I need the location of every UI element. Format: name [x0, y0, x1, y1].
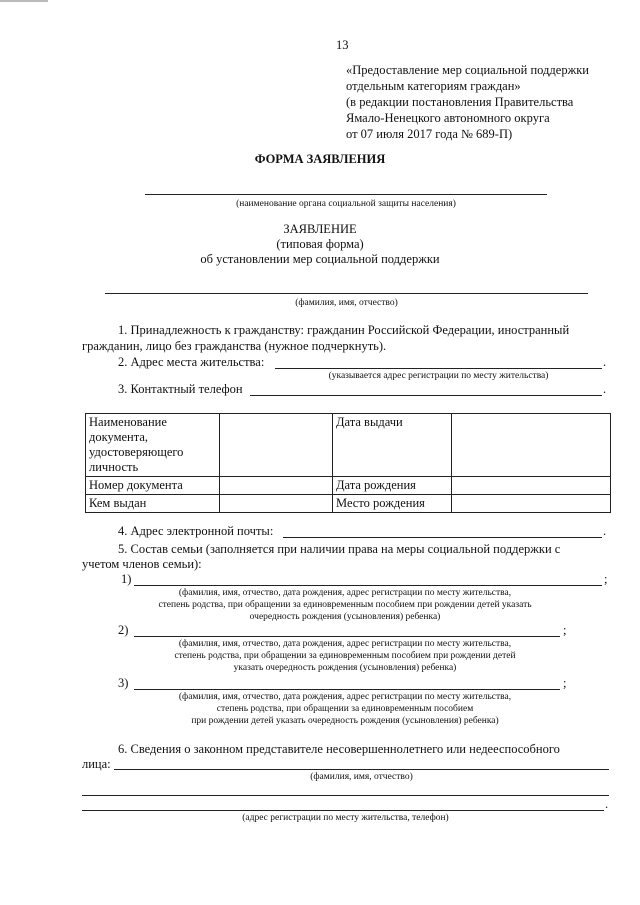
issue-date-value[interactable] [452, 414, 611, 477]
doc-name-label [86, 414, 220, 477]
member-end: ; [563, 623, 567, 637]
header-line: от 07 июля 2017 года № 689-П) [346, 127, 513, 141]
item5-line: 5. Состав семьи (заполняется при наличии права на меры социальной поддержки с [118, 542, 561, 556]
item6-end: . [605, 797, 609, 811]
doc-number-value[interactable] [220, 477, 333, 495]
birth-date-value[interactable] [452, 477, 611, 495]
item1-line: гражданин, лицо без гражданства (нужное подчеркнуть). [82, 339, 387, 353]
identity-document-table [85, 413, 611, 513]
family-member-field[interactable] [134, 585, 602, 586]
item4-label: 4. Адрес электронной почты: [118, 524, 274, 538]
birth-place-value[interactable] [452, 495, 611, 513]
item1-line: 1. Принадлежность к гражданству: гражданин Российской Федерации, иностранный [118, 323, 570, 337]
member-caption: (фамилия, имя, отчество, дата рождения, адрес регистрации по месту жительства, [178, 588, 512, 598]
organ-name-field[interactable] [145, 194, 547, 195]
residence-address-caption: (указывается адрес регистрации по месту жительства) [328, 371, 549, 381]
item6-line: лица: [82, 757, 111, 771]
applicant-fio-caption: (фамилия, имя, отчество) [295, 298, 398, 308]
member-end: ; [604, 572, 608, 586]
residence-address-field[interactable] [275, 368, 602, 369]
contact-phone-field[interactable] [250, 395, 602, 396]
item3-label: 3. Контактный телефон [118, 382, 243, 396]
member-caption: (фамилия, имя, отчество, дата рождения, адрес регистрации по месту жительства, [178, 692, 512, 702]
statement-subject: об установлении мер социальной поддержки [200, 252, 440, 266]
member-caption: (фамилия, имя, отчество, дата рождения, адрес регистрации по месту жительства, [178, 639, 512, 649]
item3-end: . [603, 382, 607, 396]
doc-name-line: Наименование [89, 415, 167, 429]
member-number: 3) [118, 676, 129, 690]
member-caption: степень родства, при обращении за единовременным пособием при рождении детей указать [158, 600, 532, 610]
header-line: отдельным категориям граждан» [346, 79, 521, 93]
member-caption: степень родства, при обращении за единовременным пособием [216, 704, 474, 714]
doc-number-label: Номер документа [86, 477, 220, 495]
doc-name-line: удостоверяющего [89, 445, 184, 459]
member-caption: при рождении детей указать очередность рождения (усыновления) ребенка) [191, 716, 499, 726]
item5-line: учетом членов семьи): [82, 557, 202, 571]
page-number: 13 [336, 38, 349, 52]
header-line: (в редакции постановления Правительства [346, 95, 574, 109]
statement-title: ЗАЯВЛЕНИЕ [283, 222, 357, 236]
member-caption: указать очередность рождения (усыновления) ребенка) [233, 663, 457, 673]
organ-name-caption: (наименование органа социальной защиты населения) [236, 199, 456, 209]
member-caption: очередность рождения (усыновления) ребенка) [249, 612, 441, 622]
family-member-field[interactable] [134, 636, 560, 637]
doc-name-value[interactable] [220, 414, 333, 477]
email-field[interactable] [283, 537, 602, 538]
doc-name-line: документа, [89, 430, 149, 444]
family-member-field[interactable] [134, 689, 560, 690]
member-number: 1) [121, 572, 132, 586]
item2-label: 2. Адрес места жительства: [118, 355, 265, 369]
issued-by-value[interactable] [220, 495, 333, 513]
item6-line: 6. Сведения о законном представителе несовершеннолетнего или недееспособного [118, 742, 560, 756]
representative-fio-field[interactable] [114, 769, 609, 770]
applicant-fio-field[interactable] [105, 293, 588, 294]
birth-date-label: Дата рождения [333, 477, 452, 495]
form-title: ФОРМА ЗАЯВЛЕНИЯ [254, 152, 386, 166]
header-line: Ямало-Ненецкого автономного округа [346, 111, 550, 125]
member-number: 2) [118, 623, 129, 637]
doc-name-line: личность [89, 460, 139, 474]
item2-end: . [603, 355, 607, 369]
header-line: «Предоставление мер социальной поддержки [346, 63, 589, 77]
representative-address-field-2[interactable] [82, 810, 604, 811]
scan-corner-mark [0, 0, 48, 2]
statement-subtitle: (типовая форма) [276, 237, 364, 251]
issued-by-label: Кем выдан [86, 495, 220, 513]
member-end: ; [563, 676, 567, 690]
issue-date-label: Дата выдачи [333, 414, 452, 477]
representative-address-field[interactable] [82, 795, 609, 796]
representative-address-caption: (адрес регистрации по месту жительства, телефон) [242, 813, 449, 823]
birth-place-label: Место рождения [333, 495, 452, 513]
member-caption: степень родства, при обращении за единовременным пособием при рождении детей [174, 651, 516, 661]
representative-fio-caption: (фамилия, имя, отчество) [310, 772, 413, 782]
item4-end: . [603, 524, 607, 538]
